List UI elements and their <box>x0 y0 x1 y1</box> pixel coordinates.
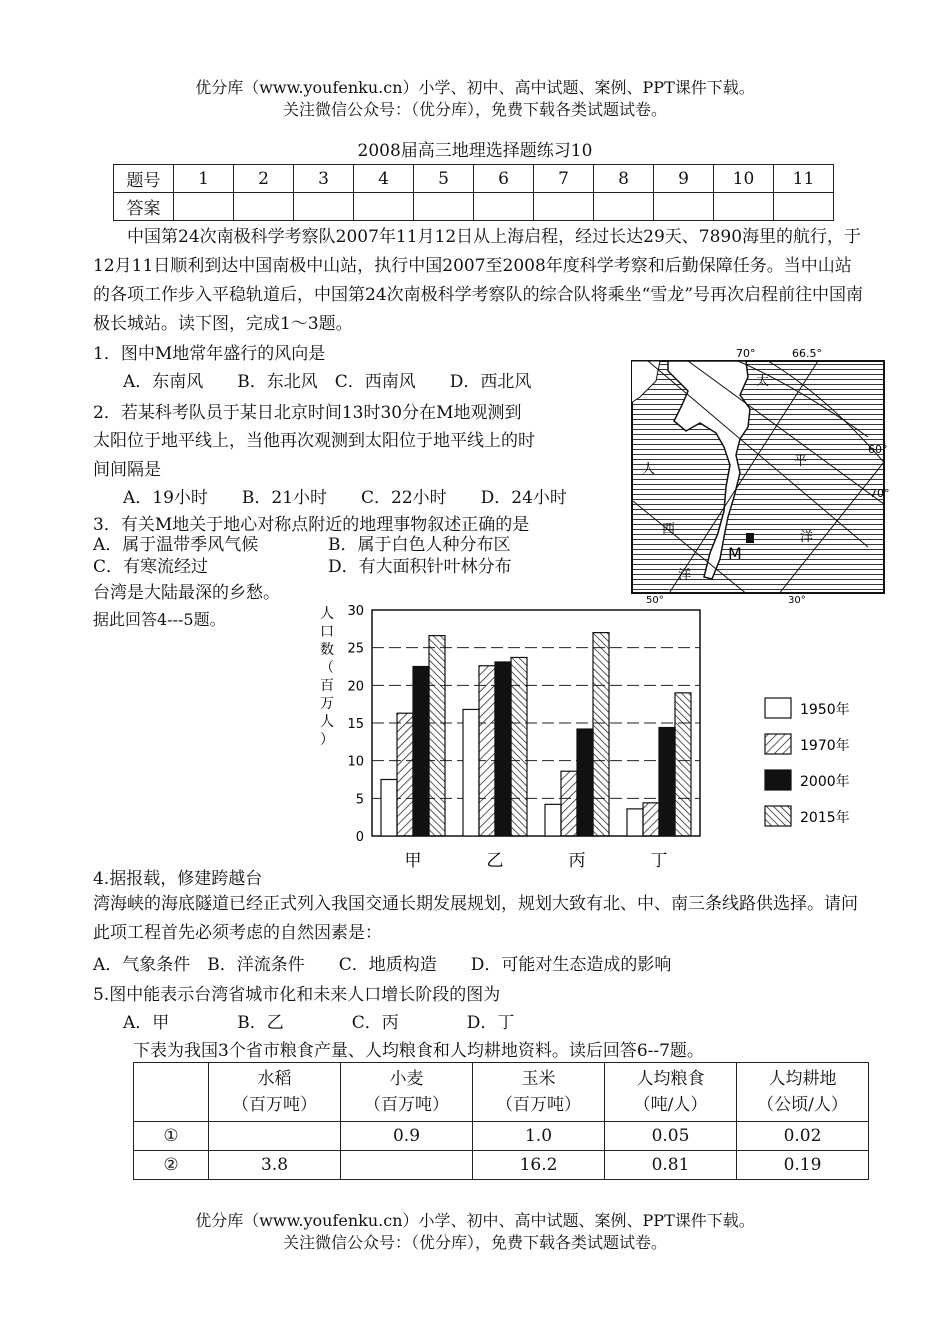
label-60: 60° <box>868 443 888 456</box>
row-label: 题号 <box>114 165 174 193</box>
q4-options: A．气象条件 B．洋流条件 C．地质构造 D．可能对生态造成的影响 <box>93 955 672 975</box>
header-cell <box>341 1063 473 1122</box>
label-50: 50° <box>646 595 664 606</box>
bar-丙-0 <box>545 804 561 836</box>
table-cell: 2 <box>234 165 294 193</box>
table-cell: 0.9 <box>341 1122 473 1151</box>
table-cell: 3 <box>294 165 354 193</box>
y-tick-label: 20 <box>347 679 364 695</box>
q2-stem-b: 太阳位于地平线上，当他再次观测到太阳位于地平线上的时 <box>93 431 535 451</box>
bar-丁-0 <box>627 809 643 836</box>
table-cell: 10 <box>714 165 774 193</box>
legend-swatch <box>765 770 791 790</box>
answer-cell[interactable] <box>714 193 774 221</box>
label-yang-2: 洋 <box>678 568 692 583</box>
answer-cell[interactable] <box>474 193 534 221</box>
header-name: 人均耕地 <box>768 1069 837 1089</box>
answer-row <box>114 193 834 221</box>
y-label-char: 百 <box>320 678 334 694</box>
bar-乙-2 <box>495 662 511 836</box>
bar-乙-1 <box>479 666 495 836</box>
answer-cell[interactable] <box>174 193 234 221</box>
table-cell: 0.02 <box>737 1122 869 1151</box>
table-cell: 4 <box>354 165 414 193</box>
y-tick-label: 0 <box>355 830 364 845</box>
header-unit: （吨/人） <box>633 1095 708 1115</box>
bar-甲-3 <box>429 636 445 836</box>
q4-stem-b: 湾海峡的海底隧道已经正式列入我国交通长期发展规划，规划大致有北、中、南三条线路供选择。请问此项工程首先必须考虑的自然因素是： <box>93 894 858 943</box>
legend-label: 1950年 <box>800 702 850 718</box>
header-cell <box>473 1063 605 1122</box>
table-cell: 6 <box>474 165 534 193</box>
legend-swatch <box>765 698 791 718</box>
q2-stem-a: 2．若某科考队员于某日北京时间13时30分在M地观测到 <box>93 403 522 423</box>
taiwan-line: 台湾是大陆最深的乡愁。 <box>93 583 280 603</box>
number-row <box>114 165 834 193</box>
y-label-char: （ <box>320 660 334 676</box>
answer-cell[interactable] <box>234 193 294 221</box>
row-label: ① <box>134 1122 209 1151</box>
label-m: M <box>728 544 742 563</box>
q5-stem: 5.图中能表示台湾省城市化和未来人口增长阶段的图为 <box>93 985 501 1005</box>
legend-swatch <box>765 734 791 754</box>
table-cell: 16.2 <box>473 1151 605 1180</box>
label-665: 66.5° <box>792 347 822 360</box>
y-tick-label: 10 <box>347 754 364 770</box>
bar-丙-1 <box>561 771 577 836</box>
label-70-right: 70° <box>870 487 890 500</box>
bar-甲-2 <box>413 667 429 837</box>
bar-乙-3 <box>511 657 527 836</box>
label-tai: 太 <box>756 374 770 389</box>
y-tick-label: 5 <box>355 792 364 808</box>
y-label-char: 万 <box>320 696 334 712</box>
y-tick-label: 25 <box>347 641 364 657</box>
footer-line-1: 优分库（www.youfenku.cn）小学、初中、高中试题、案例、PPT课件下载。 <box>195 1211 755 1230</box>
answer-cell[interactable] <box>774 193 834 221</box>
y-tick-label: 30 <box>347 604 364 619</box>
answer-cell[interactable] <box>594 193 654 221</box>
q3-option-b: B．属于白色人种分布区 <box>328 535 511 555</box>
category-label: 丁 <box>650 851 668 871</box>
header-name: 水稻 <box>257 1069 292 1089</box>
answer-cell[interactable] <box>654 193 714 221</box>
population-chart <box>310 598 880 870</box>
q5-options: A．甲 B．乙 C．丙 D．丁 <box>123 1013 515 1033</box>
answer-cell[interactable] <box>534 193 594 221</box>
header-cell <box>209 1063 341 1122</box>
bar-甲-0 <box>381 780 397 837</box>
bar-丁-1 <box>643 803 659 836</box>
q3-stem: 3．有关M地关于地心对称点附近的地理事物叙述正确的是 <box>93 515 530 535</box>
answer-cell[interactable] <box>354 193 414 221</box>
label-30: 30° <box>788 595 806 606</box>
legend-label: 2000年 <box>800 774 850 790</box>
header-line-2: 关注微信公众号：（优分库），免费下载各类试题试卷。 <box>282 100 667 119</box>
q1-stem: 1．图中M地常年盛行的风向是 <box>93 344 326 364</box>
table-cell: 3.8 <box>209 1151 341 1180</box>
bar-丙-2 <box>577 729 593 836</box>
table-cell: 5 <box>414 165 474 193</box>
label-70: 70° <box>736 347 756 360</box>
legend-swatch <box>765 806 791 826</box>
table-cell: 0.19 <box>737 1151 869 1180</box>
answer-cell[interactable] <box>294 193 354 221</box>
y-label-char: ） <box>320 732 334 748</box>
answer-cell[interactable] <box>414 193 474 221</box>
q4-stem-a: 4.据报载，修建跨越台 <box>93 869 263 889</box>
q2-stem-c: 间间隔是 <box>93 460 161 480</box>
answer-table <box>113 164 834 221</box>
q1-options: A．东南风 B．东北风 C．西南风 D．西北风 <box>123 372 532 392</box>
label-ping: 平 <box>794 454 808 469</box>
header-unit: （百万吨） <box>496 1095 581 1115</box>
corner-cell <box>134 1063 209 1122</box>
header-line-1: 优分库（www.youfenku.cn）小学、初中、高中试题、案例、PPT课件下载。 <box>195 78 755 97</box>
table-cell: 0.81 <box>605 1151 737 1180</box>
table-row <box>134 1122 869 1151</box>
footer-line-2: 关注微信公众号：（优分库），免费下载各类试题试卷。 <box>282 1233 667 1252</box>
table-cell: 11 <box>774 165 834 193</box>
header-unit: （百万吨） <box>232 1095 317 1115</box>
y-label-char: 口 <box>320 624 334 640</box>
q3-option-c: C．有寒流经过 <box>93 557 209 577</box>
header-unit: （公顷/人） <box>757 1095 848 1115</box>
table-cell <box>209 1122 341 1151</box>
header-unit: （百万吨） <box>364 1095 449 1115</box>
header-name: 玉米 <box>521 1069 556 1089</box>
y-label-char: 数 <box>320 642 334 658</box>
y-axis-title <box>320 606 334 748</box>
header-name: 小麦 <box>389 1069 424 1089</box>
table-cell <box>341 1151 473 1180</box>
q3-option-d: D．有大面积针叶林分布 <box>328 557 512 577</box>
answer-4-5-prompt: 据此回答4---5题。 <box>93 610 226 629</box>
page-title: 2008届高三地理选择题练习10 <box>357 141 593 161</box>
table-cell: 8 <box>594 165 654 193</box>
table-cell: 7 <box>534 165 594 193</box>
label-yang-1: 洋 <box>800 530 814 545</box>
row-label: ② <box>134 1151 209 1180</box>
legend-label: 2015年 <box>800 810 850 826</box>
y-label-char: 人 <box>320 714 334 730</box>
header-cell <box>605 1063 737 1122</box>
label-xi: 西 <box>662 522 676 537</box>
header-name: 人均粮食 <box>636 1069 705 1089</box>
table-row <box>134 1151 869 1180</box>
table-cell: 0.05 <box>605 1122 737 1151</box>
q3-option-a: A．属于温带季风气候 <box>93 535 259 555</box>
header-row <box>134 1063 869 1122</box>
header-cell <box>737 1063 869 1122</box>
table-cell: 1 <box>174 165 234 193</box>
bar-甲-1 <box>397 713 413 836</box>
intro-paragraph: 中国第24次南极科学考察队2007年11月12日从上海启程，经过长达29天、7890海里的航行，于12月11日顺利到达中国南极中山站，执行中国2007至2008年度科学考察和后勤保障任务。当中山站的各项工作步入平稳轨道后，中国第24次南极科学考察队的综合队将乘坐“雪龙”号再次启程前往中国南极长城站。读下图，完成1～3题。 <box>93 227 864 334</box>
category-label: 甲 <box>404 851 422 871</box>
category-label: 丙 <box>568 851 586 871</box>
table-cell: 1.0 <box>473 1122 605 1151</box>
q2-options: A．19小时 B．21小时 C．22小时 D．24小时 <box>123 488 567 508</box>
label-ren: 人 <box>642 462 656 477</box>
bar-丙-3 <box>593 633 609 836</box>
antarctic-map <box>628 347 890 606</box>
table-intro: 下表为我国3个省市粮食产量、人均粮食和人均耕地资料。读后回答6--7题。 <box>133 1041 704 1061</box>
bar-丁-3 <box>675 693 691 836</box>
legend-label: 1970年 <box>800 738 850 754</box>
category-label: 乙 <box>486 851 504 871</box>
bar-丁-2 <box>659 728 675 836</box>
y-tick-label: 15 <box>347 717 364 732</box>
y-label-char: 人 <box>320 606 334 622</box>
grain-table <box>133 1062 869 1180</box>
table-cell: 9 <box>654 165 714 193</box>
m-marker <box>746 533 754 543</box>
bar-乙-0 <box>463 709 479 836</box>
row-label: 答案 <box>114 193 174 221</box>
